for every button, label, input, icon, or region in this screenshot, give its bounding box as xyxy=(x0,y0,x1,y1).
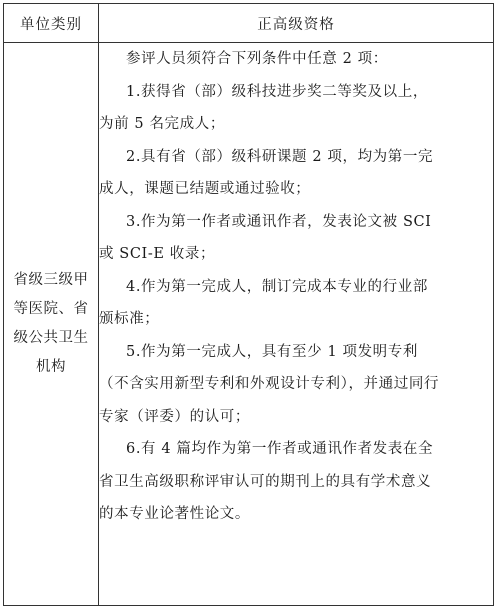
condition-line: 省卫生高级职称评审认可的期刊上的具有学术意义 xyxy=(99,473,432,490)
condition-line: （不含实用新型专利和外观设计专利），并通过同行 xyxy=(99,376,440,392)
condition-line: 6.有 4 篇均作为第一作者或通讯作者发表在全 xyxy=(126,441,434,457)
table-row xyxy=(4,43,494,606)
condition-line: 4.作为第一完成人，制订完成本专业的行业部 xyxy=(126,278,428,295)
qualification-table xyxy=(3,3,494,606)
condition-line: 成人，课题已结题或通过验收； xyxy=(99,181,311,197)
condition-line: 或 SCI-E 收录； xyxy=(99,246,216,262)
table-body xyxy=(4,43,494,606)
unit-type-line: 级公共卫生 xyxy=(13,330,89,346)
condition-item-1 xyxy=(99,76,493,141)
qualification-content-cell xyxy=(99,43,494,606)
intro-text: 参评人员须符合下列条件中任意 2 项： xyxy=(126,51,388,67)
unit-type-line: 机构 xyxy=(36,359,66,375)
condition-item-4 xyxy=(99,271,493,336)
header-unit-type: 单位类别 xyxy=(4,4,99,43)
header-row xyxy=(4,4,494,43)
condition-line: 的本专业论著性论文。 xyxy=(99,506,250,522)
condition-item-2 xyxy=(99,141,493,206)
header-qualification: 正高级资格 xyxy=(99,4,494,43)
unit-type-cell xyxy=(4,43,99,606)
condition-line: 颁标准； xyxy=(99,311,160,327)
condition-line: 专家（评委）的认可； xyxy=(99,408,250,425)
unit-type-line: 省级三级甲 xyxy=(13,272,89,288)
condition-line: 为前 5 名完成人； xyxy=(99,116,225,132)
condition-item-3 xyxy=(99,206,493,271)
condition-item-5 xyxy=(99,336,493,434)
condition-line: 3.作为第一作者或通讯作者，发表论文被 SCI xyxy=(126,213,432,230)
unit-type-line: 等医院、省 xyxy=(13,301,89,317)
condition-line: 5.作为第一完成人，具有至少 1 项发明专利 xyxy=(126,343,418,360)
condition-line: 2.具有省（部）级科研课题 2 项，均为第一完 xyxy=(126,148,434,165)
condition-item-6 xyxy=(99,433,493,531)
table-header xyxy=(4,4,494,43)
condition-line: 1.获得省（部）级科技进步奖二等奖及以上， xyxy=(126,83,428,100)
